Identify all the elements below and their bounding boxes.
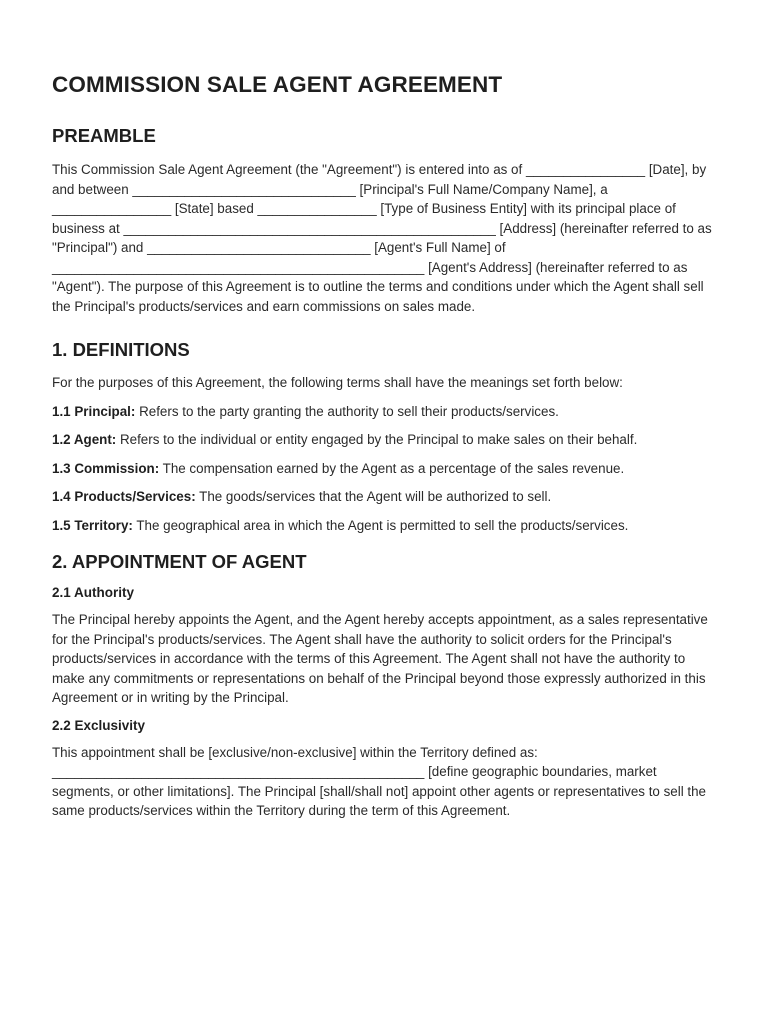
- preamble-text: This Commission Sale Agent Agreement (the "Agreement") is entered into as of ________________ [Date], by and between ______________________________ [Principal's Full Name/Company Name], a ________________ [State] based ________________ [Type of Business Entity] with its principal place of business at __________________________________________________ [Address] (hereinafter referred to as "Principal") and ______________________________ [Agent's Full Name] of __________________________________________________ [Agent's Address] (hereinafter referred to as "Agent"). The purpose of this Agreement is to outline the terms and conditions under which the Agent shall sell the Principal's products/services and earn commissions on sales made.: [52, 162, 712, 314]
- exclusivity-heading: 2.2 Exclusivity: [52, 717, 146, 733]
- definition-text: Refers to the party granting the authority to sell their products/services.: [135, 403, 559, 419]
- definition-item-products: [52, 487, 718, 507]
- definition-item-principal: [52, 402, 718, 422]
- definition-item-commission: [52, 459, 718, 479]
- definition-item-agent: [52, 430, 718, 450]
- definition-term: 1.2 Agent:: [52, 432, 117, 447]
- definition-text: The geographical area in which the Agent is permitted to sell the products/services.: [132, 517, 629, 533]
- definitions-intro: For the purposes of this Agreement, the following terms shall have the meanings set forth below:: [52, 375, 623, 390]
- preamble-heading: PREAMBLE: [52, 125, 156, 146]
- definition-text: Refers to the individual or entity engaged by the Principal to make sales on their behalf.: [116, 432, 638, 447]
- definition-text: The goods/services that the Agent will be authorized to sell.: [195, 489, 552, 504]
- definition-item-territory: [52, 516, 718, 536]
- authority-heading: 2.1 Authority: [52, 585, 135, 600]
- exclusivity-text: This appointment shall be [exclusive/non-exclusive] within the Territory defined as: __________________________________________________ [define geographic boundaries, market segments, or other limitations]. The Principal [shall/shall not] appoint other agents or representatives to sell the same products/services within the Territory during the term of this Agreement.: [52, 744, 707, 818]
- definition-term: 1.4 Products/Services:: [52, 489, 196, 504]
- authority-text: The Principal hereby appoints the Agent, and the Agent hereby accepts appointment, as a sales representative for the Principal's products/services. The Agent shall have the authority to solicit orders for the Principal's products/services in accordance with the terms of this Agreement. The Agent shall not have the authority to make any commitments or representations on behalf of the Principal beyond those expressly authorized in this Agreement or in writing by the Principal.: [52, 612, 708, 705]
- definition-text: The compensation earned by the Agent as a percentage of the sales revenue.: [159, 460, 625, 476]
- appointment-heading: 2. APPOINTMENT OF AGENT: [52, 551, 307, 572]
- definition-term: 1.5 Territory:: [52, 517, 133, 533]
- definition-term: 1.3 Commission:: [52, 460, 160, 476]
- definitions-heading: 1. DEFINITIONS: [52, 339, 190, 360]
- definition-term: 1.1 Principal:: [52, 403, 136, 419]
- document-title: COMMISSION SALE AGENT AGREEMENT: [52, 72, 503, 97]
